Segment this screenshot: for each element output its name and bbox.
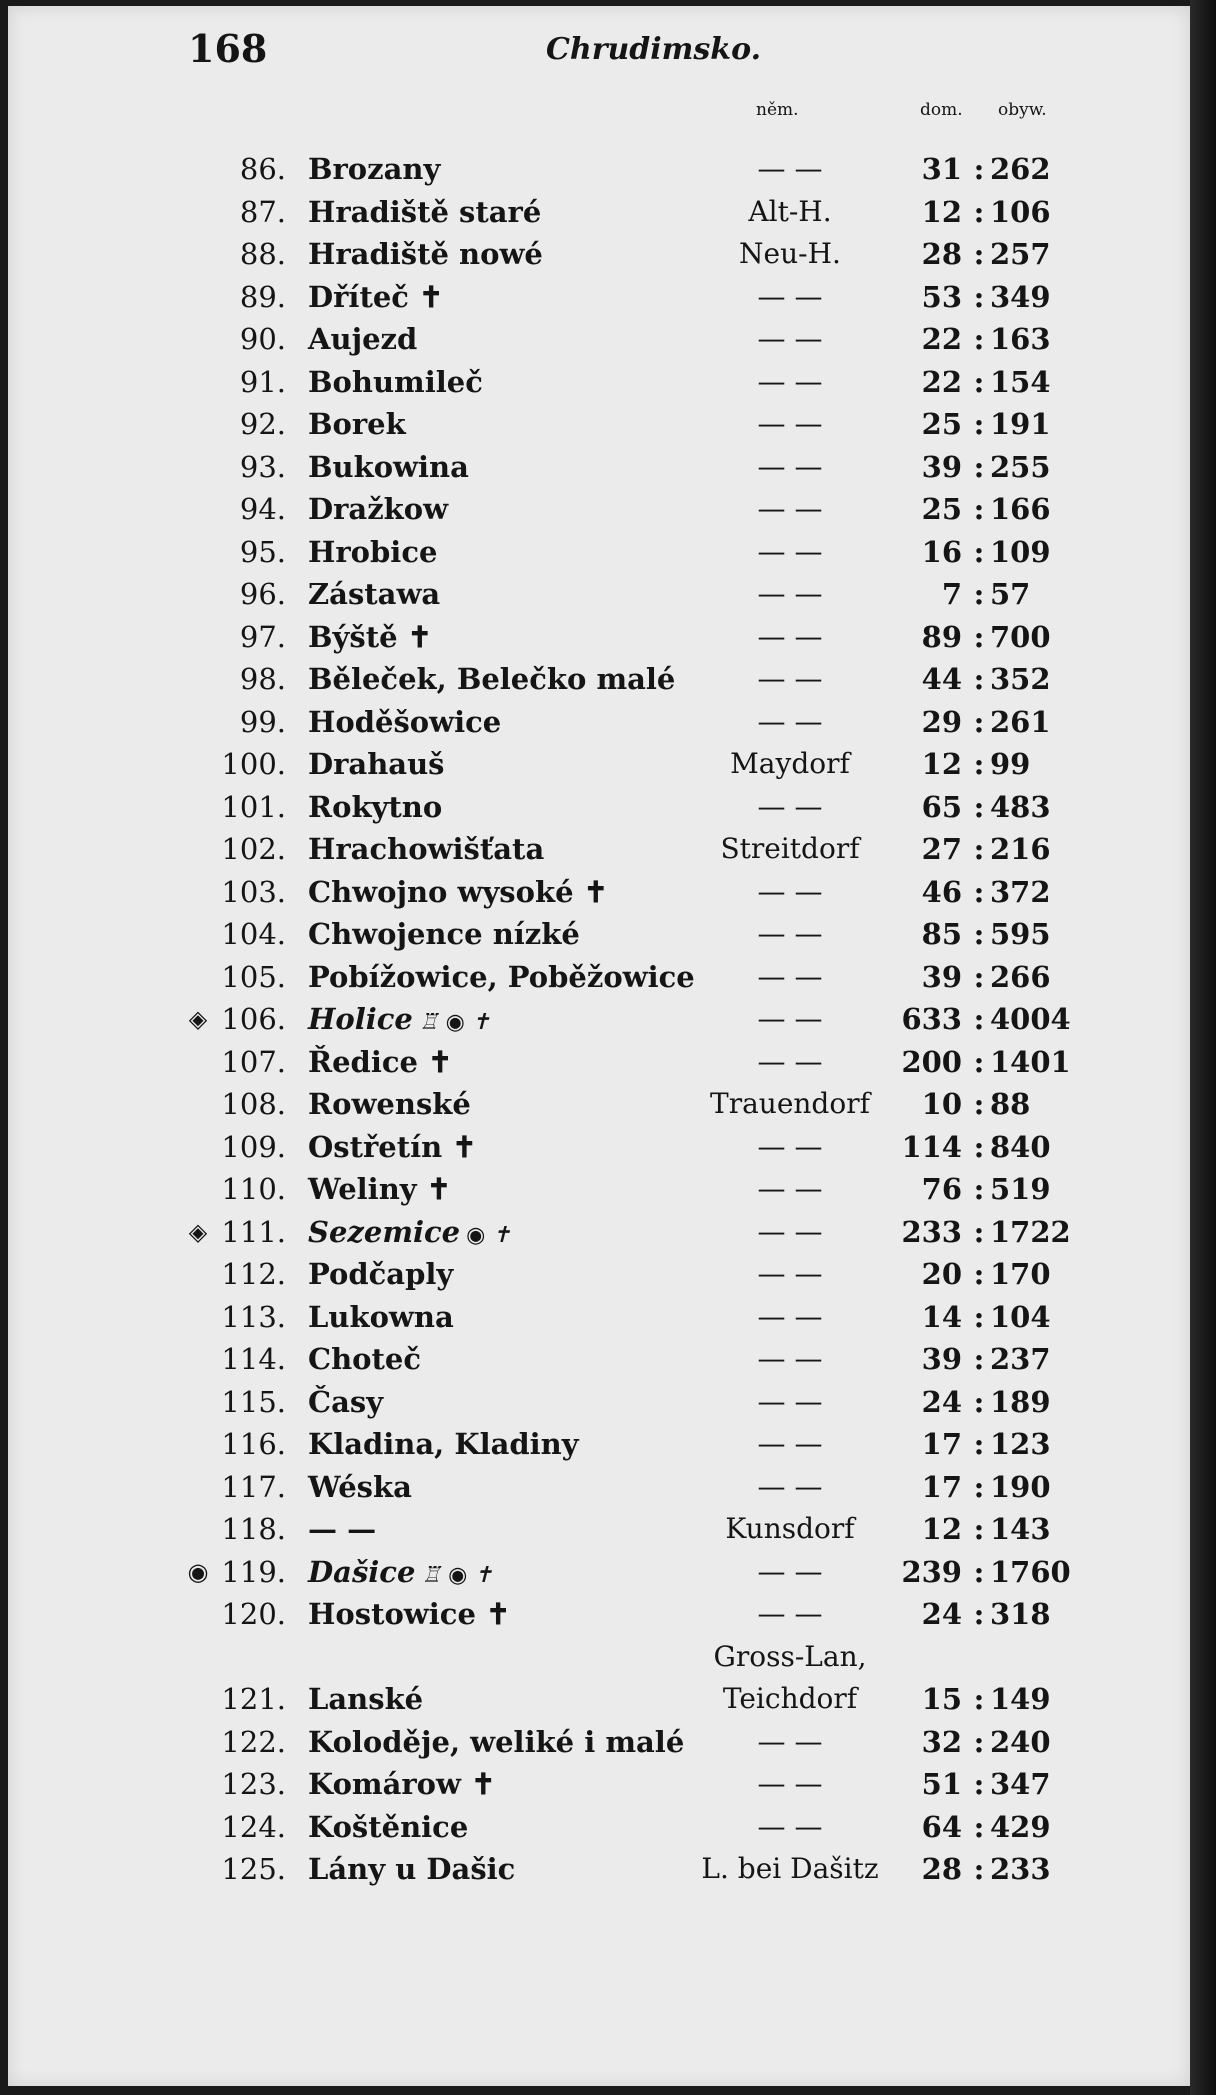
column-header-dom: dom. — [920, 100, 963, 120]
population-count: 233 — [990, 1852, 1051, 1886]
population-count: 240 — [990, 1724, 1051, 1759]
list-item — [8, 1806, 1190, 1849]
population-count: 352 — [990, 662, 1051, 696]
entry-number: 89. — [239, 279, 286, 314]
german-name: — — — [757, 1129, 823, 1163]
german-name: — — — [757, 1427, 823, 1460]
separator: : — [973, 1172, 985, 1206]
town-marker-icon: ◈ — [188, 1005, 208, 1033]
separator: : — [973, 917, 985, 951]
population-count: 595 — [990, 917, 1051, 951]
entry-number: 102. — [221, 832, 286, 866]
place-name: Ředice ✝ — [308, 1044, 453, 1079]
german-name: — — — [757, 407, 823, 440]
entry-number: 99. — [239, 704, 286, 739]
entry-number: 123. — [221, 1767, 286, 1801]
list-item — [8, 148, 1190, 191]
entry-number: 120. — [221, 1597, 286, 1631]
list-item — [8, 318, 1190, 361]
entry-number: 100. — [221, 747, 286, 781]
separator: : — [973, 322, 985, 356]
population-count: 104 — [990, 1299, 1051, 1334]
german-name: — — — [757, 322, 823, 355]
separator: : — [973, 407, 985, 441]
entry-number: 117. — [221, 1469, 286, 1504]
entry-number: 108. — [221, 1087, 286, 1121]
place-name: Časy — [308, 1384, 384, 1419]
german-name: — — — [757, 1214, 823, 1248]
population-count: 255 — [990, 449, 1051, 484]
separator: : — [973, 1724, 985, 1759]
house-count: 64 — [921, 1809, 962, 1844]
house-count: 32 — [921, 1724, 962, 1759]
entry-number: 98. — [239, 662, 286, 696]
entry-number: 112. — [221, 1257, 286, 1291]
place-name: Bukowina — [308, 449, 469, 484]
list-item — [8, 1253, 1190, 1296]
house-count: 24 — [921, 1597, 962, 1631]
list-item — [8, 743, 1190, 786]
german-name: — — — [757, 1469, 823, 1503]
entry-number: 92. — [239, 407, 286, 441]
house-count: 16 — [921, 534, 962, 569]
entry-number: 109. — [221, 1129, 286, 1164]
house-count: 200 — [901, 1044, 962, 1079]
list-item — [8, 233, 1190, 276]
list-item — [8, 1636, 1190, 1721]
house-count: 10 — [921, 1087, 962, 1121]
list-item — [8, 786, 1190, 829]
place-name: Lány u Dašic — [308, 1852, 516, 1886]
separator: : — [973, 704, 985, 739]
population-count: 170 — [990, 1257, 1051, 1291]
house-count: 65 — [921, 789, 962, 824]
house-count: 114 — [901, 1129, 962, 1164]
list-item — [8, 191, 1190, 234]
place-name: Komárow ✝ — [308, 1767, 496, 1801]
entry-number: 103. — [221, 874, 286, 909]
list-item — [8, 1423, 1190, 1466]
place-name: Sezemice ◉ ✝ — [308, 1214, 511, 1249]
separator: : — [973, 619, 985, 654]
house-count: 85 — [921, 917, 962, 951]
list-item — [8, 956, 1190, 999]
book-edge — [1190, 0, 1216, 2095]
list-item — [8, 1551, 1190, 1594]
german-name: Neu-H. — [739, 237, 841, 270]
entry-number: 125. — [221, 1852, 286, 1886]
house-count: 46 — [921, 874, 962, 909]
separator: : — [973, 1257, 985, 1291]
house-count: 24 — [921, 1384, 962, 1419]
list-item — [8, 1083, 1190, 1126]
house-count: 12 — [921, 747, 962, 781]
house-count: 15 — [921, 1682, 962, 1716]
population-count: 143 — [990, 1512, 1051, 1546]
population-count: 1760 — [990, 1554, 1071, 1589]
list-item — [8, 871, 1190, 914]
german-name: — — — [757, 917, 823, 950]
population-count: 57 — [990, 577, 1031, 611]
place-name: Zástawa — [308, 577, 441, 611]
place-name: Brozany — [308, 152, 441, 186]
population-count: 257 — [990, 237, 1051, 271]
population-count: 88 — [990, 1087, 1031, 1121]
entry-number: 119. — [221, 1554, 286, 1589]
house-count: 25 — [921, 407, 962, 441]
german-name: — — — [757, 1342, 823, 1375]
population-count: 190 — [990, 1469, 1051, 1504]
place-name: Hoděšowice — [308, 704, 502, 739]
german-name: — — — [757, 1724, 823, 1758]
page-number: 168 — [188, 26, 268, 71]
house-count: 25 — [921, 492, 962, 526]
separator: : — [973, 1554, 985, 1589]
entry-number: 106. — [221, 1002, 286, 1036]
list-item — [8, 1168, 1190, 1211]
population-count: 372 — [990, 874, 1051, 909]
separator: : — [973, 1384, 985, 1419]
separator: : — [973, 449, 985, 484]
list-item — [8, 998, 1190, 1041]
german-name: Maydorf — [730, 747, 850, 780]
population-count: 191 — [990, 407, 1051, 441]
house-count: 51 — [921, 1767, 962, 1801]
place-name: Bohumileč — [308, 364, 483, 399]
house-count: 22 — [921, 322, 962, 356]
house-count: 76 — [921, 1172, 962, 1206]
separator: : — [973, 1002, 985, 1036]
separator: : — [973, 1087, 985, 1121]
town-symbols-icon: ♖ ◉ ✝ — [421, 1562, 493, 1588]
german-name: — — — [757, 152, 823, 185]
population-count: 266 — [990, 959, 1051, 994]
population-count: 318 — [990, 1597, 1051, 1631]
separator: : — [973, 577, 985, 611]
list-item — [8, 1211, 1190, 1254]
german-name: — — — [757, 1002, 823, 1035]
house-count: 20 — [921, 1257, 962, 1291]
german-name: — — — [757, 1554, 823, 1588]
list-item — [8, 573, 1190, 616]
entry-number: 96. — [239, 577, 286, 611]
separator: : — [973, 1299, 985, 1334]
population-count: 347 — [990, 1767, 1051, 1801]
place-name: Kladina, Kladiny — [308, 1427, 579, 1461]
place-name: Rokytno — [308, 789, 443, 824]
book-page — [8, 6, 1190, 2086]
list-item — [8, 1721, 1190, 1764]
separator: : — [973, 832, 985, 866]
population-count: 189 — [990, 1384, 1051, 1419]
place-name: Hradiště staré — [308, 194, 542, 229]
house-count: 17 — [921, 1469, 962, 1504]
german-name: — — — [757, 1257, 823, 1290]
house-count: 7 — [941, 577, 962, 611]
separator: : — [973, 1044, 985, 1079]
entry-number: 122. — [221, 1724, 286, 1759]
place-name: Chwojence nízké — [308, 917, 580, 951]
separator: : — [973, 789, 985, 824]
entry-number: 93. — [239, 449, 286, 484]
house-count: 233 — [901, 1214, 962, 1249]
population-count: 149 — [990, 1682, 1051, 1716]
german-name: Gross-Lan, Teichdorf — [713, 1639, 867, 1715]
house-count: 29 — [921, 704, 962, 739]
list-item — [8, 1126, 1190, 1169]
separator: : — [973, 1214, 985, 1249]
population-count: 123 — [990, 1427, 1051, 1461]
list-item — [8, 1763, 1190, 1806]
population-count: 163 — [990, 322, 1051, 356]
separator: : — [973, 1469, 985, 1504]
place-name: Wéska — [308, 1469, 412, 1504]
separator: : — [973, 959, 985, 994]
german-name: — — — [757, 1384, 823, 1418]
entry-number: 121. — [221, 1682, 286, 1716]
german-name: — — — [757, 1767, 823, 1800]
house-count: 39 — [921, 449, 962, 484]
entry-number: 115. — [221, 1384, 286, 1419]
list-item — [8, 701, 1190, 744]
population-count: 4004 — [990, 1002, 1071, 1036]
separator: : — [973, 662, 985, 696]
separator: : — [973, 279, 985, 314]
town-symbols-icon: ♖ ◉ ✝ — [418, 1010, 491, 1035]
entry-number: 114. — [221, 1342, 286, 1376]
house-count: 239 — [901, 1554, 962, 1589]
population-count: 519 — [990, 1172, 1051, 1206]
place-name: Hrachowišťata — [308, 832, 545, 866]
place-name: Dříteč ✝ — [308, 279, 444, 314]
house-count: 44 — [921, 662, 962, 696]
german-name: — — — [757, 1809, 823, 1843]
entry-number: 105. — [221, 959, 286, 994]
german-name: — — — [757, 1299, 823, 1333]
house-count: 633 — [901, 1002, 962, 1036]
list-item — [8, 1508, 1190, 1551]
german-name: — — — [757, 1172, 823, 1205]
german-name: Trauendorf — [710, 1087, 870, 1120]
population-count: 237 — [990, 1342, 1051, 1376]
entry-number: 101. — [221, 789, 286, 824]
population-count: 840 — [990, 1129, 1051, 1164]
town-symbols-icon: ◉ ✝ — [466, 1222, 511, 1248]
entry-number: 118. — [221, 1512, 286, 1546]
town-marker-icon: ◈ — [188, 1217, 208, 1246]
list-item — [8, 1593, 1190, 1636]
population-count: 99 — [990, 747, 1031, 781]
list-item — [8, 276, 1190, 319]
population-count: 700 — [990, 619, 1051, 654]
german-name: — — — [757, 577, 823, 610]
entry-number: 104. — [221, 917, 286, 951]
place-name: Chwojno wysoké ✝ — [308, 874, 608, 909]
house-count: 14 — [921, 1299, 962, 1334]
house-count: 89 — [921, 619, 962, 654]
list-item — [8, 658, 1190, 701]
entry-number: 86. — [239, 152, 286, 186]
house-count: 17 — [921, 1427, 962, 1461]
column-header-nem: něm. — [756, 100, 799, 120]
separator: : — [973, 1809, 985, 1844]
list-item — [8, 1296, 1190, 1339]
place-name: Weliny ✝ — [308, 1172, 452, 1206]
list-item — [8, 1381, 1190, 1424]
list-item — [8, 1466, 1190, 1509]
entry-number: 94. — [239, 492, 286, 526]
entry-number: 87. — [239, 194, 286, 229]
list-item — [8, 1848, 1190, 1891]
place-name: Hrobice — [308, 534, 438, 569]
list-item — [8, 913, 1190, 956]
german-name: — — — [757, 789, 823, 823]
place-name: — — — [308, 1512, 377, 1546]
population-count: 109 — [990, 534, 1051, 569]
house-count: 31 — [921, 152, 962, 186]
place-name: Choteč — [308, 1342, 422, 1376]
entry-number: 116. — [221, 1427, 286, 1461]
population-count: 483 — [990, 789, 1051, 824]
house-count: 39 — [921, 1342, 962, 1376]
place-name: Běleček, Belečko malé — [308, 662, 676, 696]
place-name: Aujezd — [308, 322, 418, 356]
list-item — [8, 531, 1190, 574]
separator: : — [973, 1129, 985, 1164]
separator: : — [973, 1597, 985, 1631]
german-name: — — — [757, 492, 823, 525]
place-name: Lanské — [308, 1682, 424, 1716]
place-name: Podčaply — [308, 1257, 454, 1291]
place-name: Koštěnice — [308, 1809, 469, 1844]
separator: : — [973, 364, 985, 399]
house-count: 53 — [921, 279, 962, 314]
separator: : — [973, 747, 985, 781]
place-name: Drahauš — [308, 747, 445, 781]
list-item — [8, 616, 1190, 659]
entry-number: 95. — [239, 534, 286, 569]
house-count: 39 — [921, 959, 962, 994]
separator: : — [973, 1682, 985, 1716]
german-name: Streitdorf — [720, 832, 860, 865]
german-name: — — — [757, 364, 823, 398]
house-count: 28 — [921, 237, 962, 271]
separator: : — [973, 1767, 985, 1801]
place-name: Rowenské — [308, 1087, 471, 1121]
german-name: — — — [757, 704, 823, 738]
population-count: 154 — [990, 364, 1051, 399]
place-name: Dašice ♖ ◉ ✝ — [308, 1554, 493, 1589]
running-title: Chrudimsko. — [546, 32, 762, 67]
separator: : — [973, 1852, 985, 1886]
house-count: 22 — [921, 364, 962, 399]
population-count: 349 — [990, 279, 1051, 314]
entry-number: 124. — [221, 1809, 286, 1844]
list-item — [8, 828, 1190, 871]
german-name: — — — [757, 874, 823, 908]
german-name: — — — [757, 959, 823, 993]
german-name: Alt-H. — [748, 194, 832, 228]
separator: : — [973, 874, 985, 909]
entry-number: 110. — [221, 1172, 286, 1206]
separator: : — [973, 1512, 985, 1546]
entry-number: 113. — [221, 1299, 286, 1334]
list-item — [8, 403, 1190, 446]
house-count: 27 — [921, 832, 962, 866]
column-header-obyv: obyw. — [998, 100, 1047, 120]
german-name: — — — [757, 662, 823, 695]
separator: : — [973, 152, 985, 186]
german-name: — — — [757, 279, 823, 313]
population-count: 261 — [990, 704, 1051, 739]
place-name: Ostřetín ✝ — [308, 1129, 477, 1164]
house-count: 12 — [921, 1512, 962, 1546]
entry-number: 88. — [239, 237, 286, 271]
entry-number: 90. — [239, 322, 286, 356]
population-count: 1401 — [990, 1044, 1071, 1079]
entry-number: 97. — [239, 619, 286, 654]
list-item — [8, 488, 1190, 531]
german-name: L. bei Dašitz — [701, 1852, 879, 1885]
separator: : — [973, 1427, 985, 1461]
entry-number: 107. — [221, 1044, 286, 1079]
population-count: 166 — [990, 492, 1051, 526]
german-name: Kunsdorf — [725, 1512, 855, 1545]
place-name: Borek — [308, 407, 406, 441]
separator: : — [973, 237, 985, 271]
separator: : — [973, 194, 985, 229]
house-count: 28 — [921, 1852, 962, 1886]
list-item — [8, 361, 1190, 404]
list-item — [8, 446, 1190, 489]
german-name: — — — [757, 1597, 823, 1630]
separator: : — [973, 492, 985, 526]
house-count: 12 — [921, 194, 962, 229]
population-count: 216 — [990, 832, 1051, 866]
separator: : — [973, 1342, 985, 1376]
place-name: Hostowice ✝ — [308, 1597, 511, 1631]
list-item — [8, 1338, 1190, 1381]
german-name: — — — [757, 1044, 823, 1078]
german-name: — — — [757, 534, 823, 568]
place-name: Býště ✝ — [308, 619, 432, 654]
place-name: Lukowna — [308, 1299, 454, 1334]
population-count: 1722 — [990, 1214, 1071, 1249]
place-name: Dražkow — [308, 492, 449, 526]
place-name: Koloděje, weliké i malé — [308, 1724, 685, 1759]
place-name: Pobížowice, Poběžowice — [308, 959, 695, 994]
entry-number: 91. — [239, 364, 286, 399]
settlement-list — [8, 148, 1190, 1891]
place-name: Hradiště nowé — [308, 237, 543, 271]
german-name: — — — [757, 449, 823, 483]
population-count: 429 — [990, 1809, 1051, 1844]
place-name: Holice ♖ ◉ ✝ — [308, 1002, 491, 1036]
german-name: — — — [757, 619, 823, 653]
population-count: 262 — [990, 152, 1051, 186]
town-marker-icon: ◉ — [187, 1557, 209, 1586]
population-count: 106 — [990, 194, 1051, 229]
list-item — [8, 1041, 1190, 1084]
separator: : — [973, 534, 985, 569]
entry-number: 111. — [221, 1214, 286, 1249]
